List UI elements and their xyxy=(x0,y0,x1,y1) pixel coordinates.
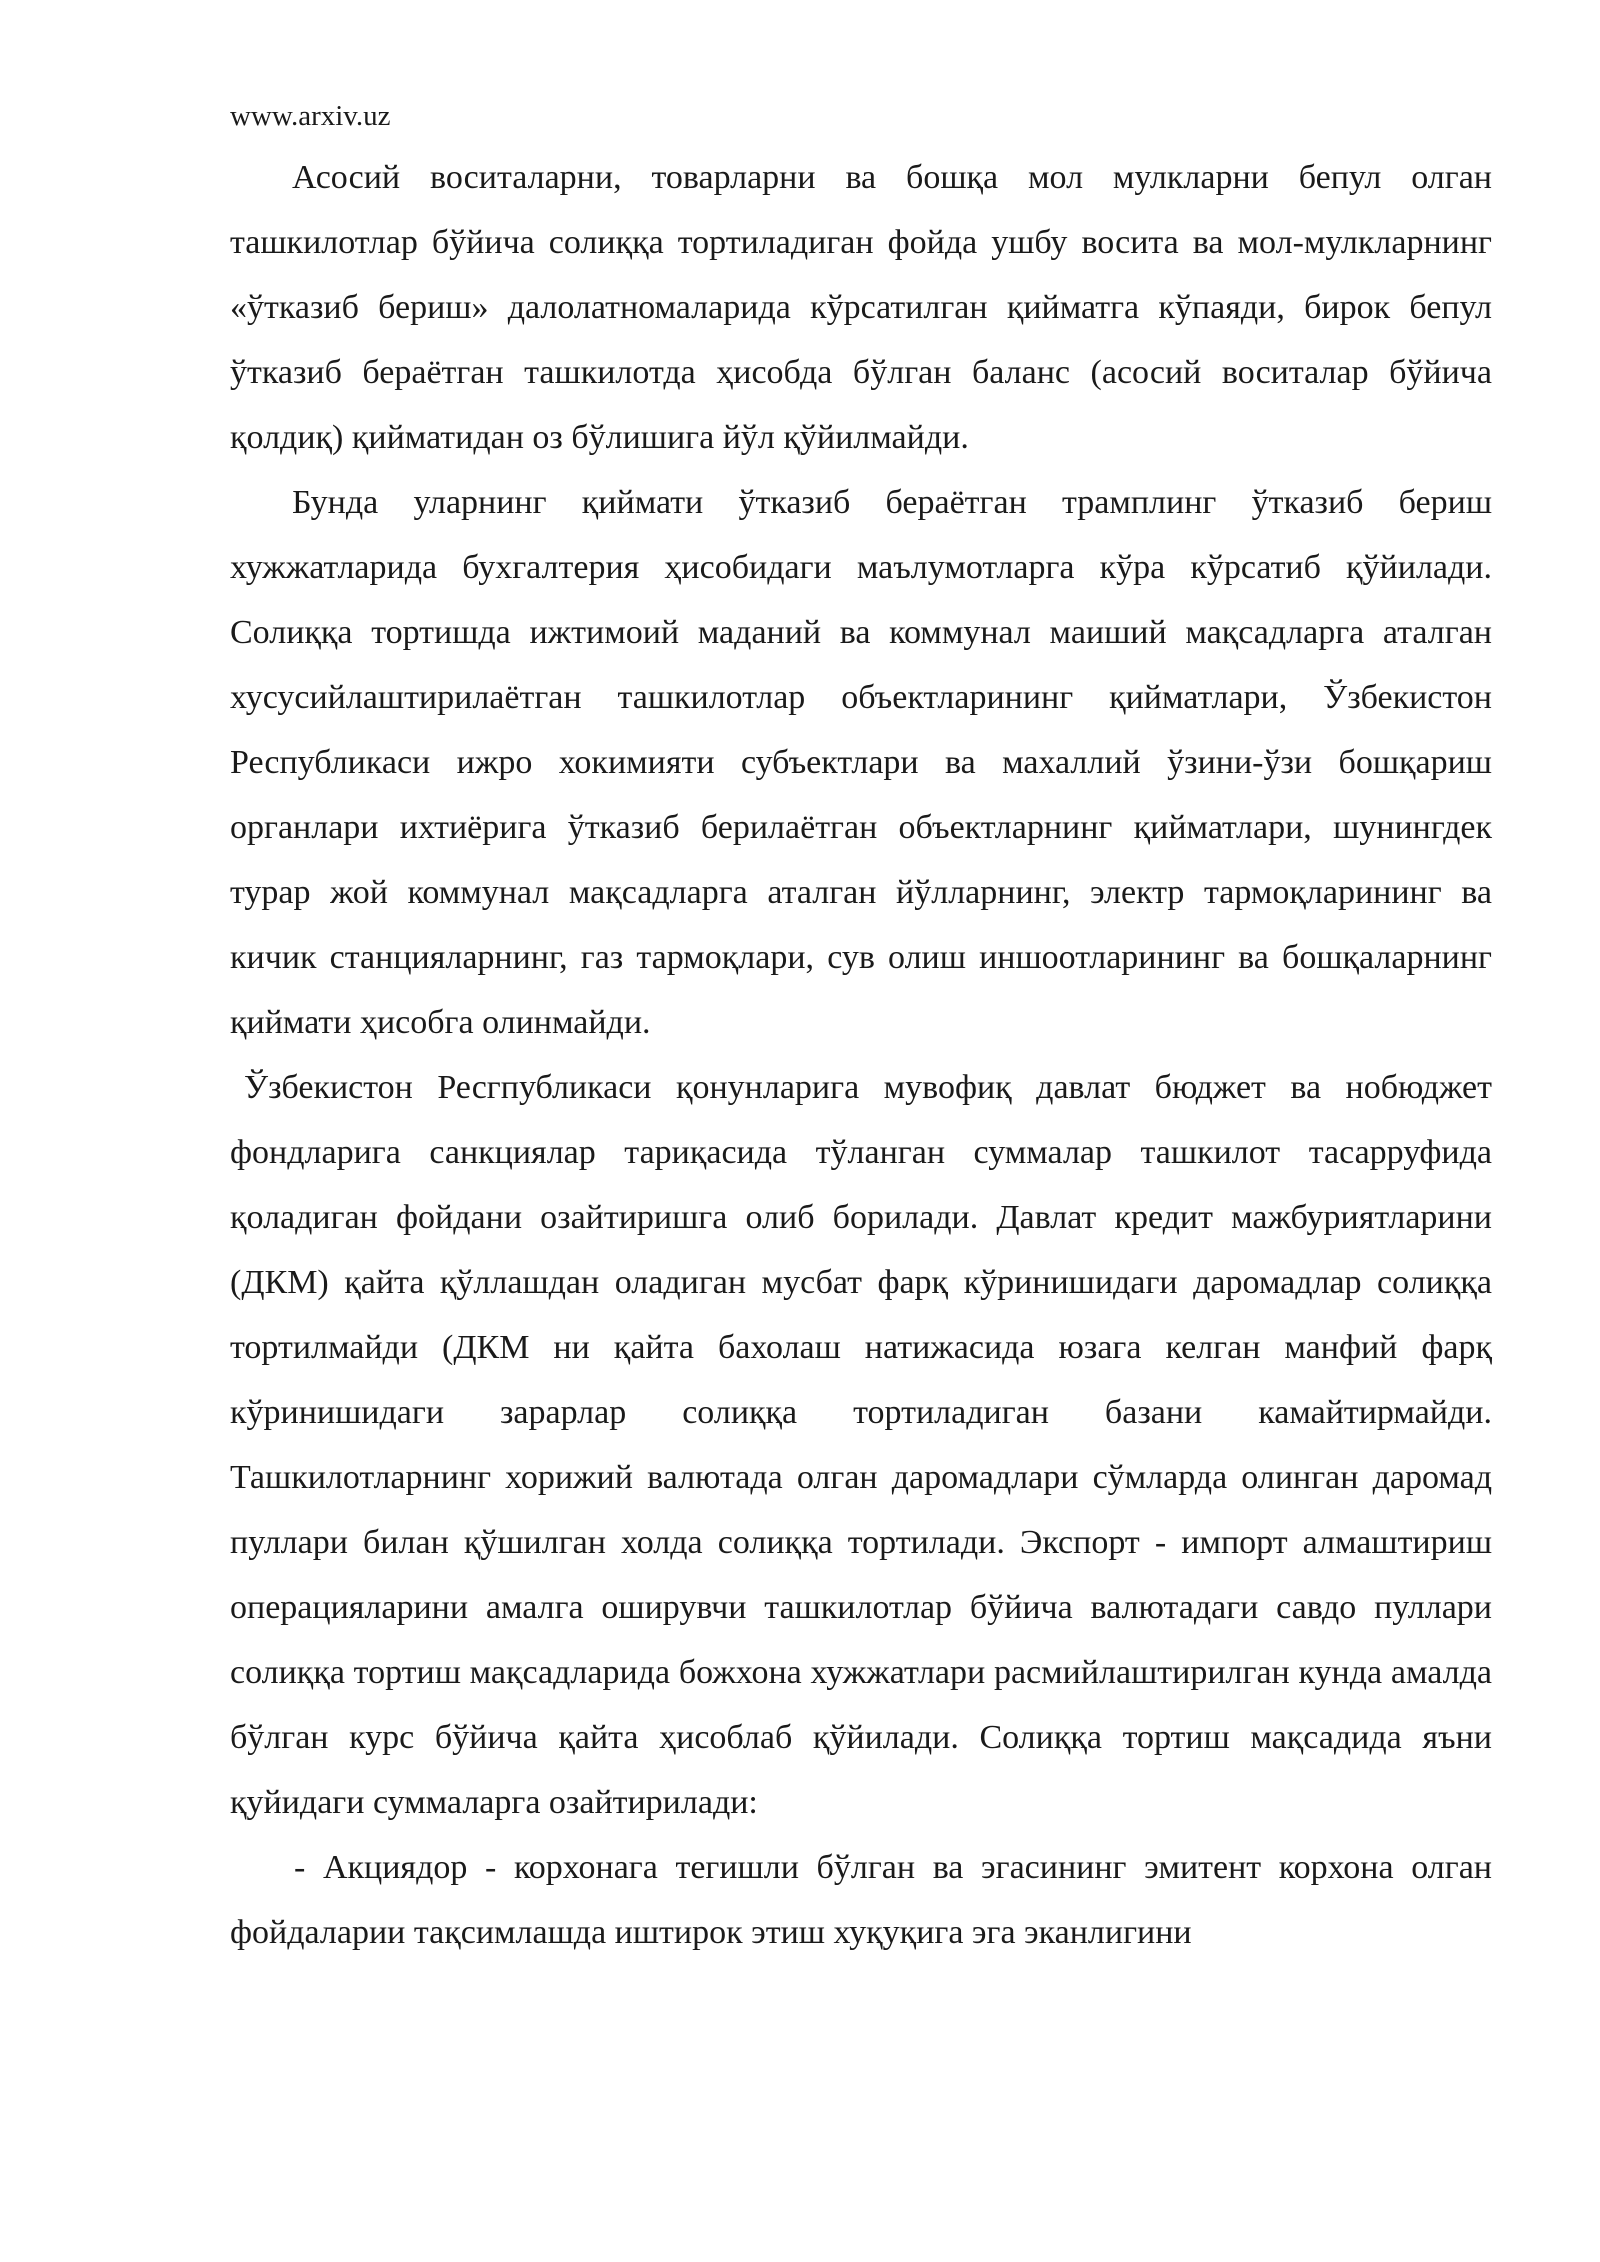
site-header: www.arxiv.uz xyxy=(230,100,391,132)
paragraph-valuation: Бунда уларнинг қиймати ўтказиб бераётган трамплинг ўтказиб бериш хужжатларида бухгалтерия ҳисобидаги маълумотларга кўра кўрсатиб қўйилади. Солиққа тортишда ижтимоий маданий ва коммунал маиший мақсадларга аталган хусусийлаштирилаётган ташкилотлар объектларининг қийматлари, Ўзбекистон Республикаси ижро хокимияти субъектлари ва махаллий ўзини-ўзи бошқариш органлари ихтиёрига ўтказиб берилаётган объектларнинг қийматлари, шунингдек турар жой коммунал мақсадларга аталган йўлларнинг, электр тармоқларининг ва кичик станцияларнинг, газ тармоқлари, сув олиш иншоотларининг ва бошқаларнинг қиймати ҳисобга олинмайди. xyxy=(230,484,1492,1041)
document-body xyxy=(230,145,1492,1965)
paragraph-laws: Ўзбекистон Ресгпубликаси қонунларига мувофиқ давлат бюджет ва нобюджет фондларига санкциялар тариқасида тўланган суммалар ташкилот тасарруфида қоладиган фойдани озайтиришга олиб борилади. Давлат кредит мажбуриятларини (ДКМ) қайта қўллашдан оладиган мусбат фарқ кўринишидаги даромадлар солиққа тортилмайди (ДКМ ни қайта бахолаш натижасида юзага келган манфий фарқ кўринишидаги зарарлар солиққа тортиладиган базани камайтирмайди. Ташкилотларнинг хорижий валютада олган даромадлари сўмларда олинган даромад пуллари билан қўшилган холда солиққа тортилади. Экспорт - импорт алмаштириш операцияларини амалга оширувчи ташкилотлар бўйича валютадаги савдо пуллари солиққа тортиш мақсадларида божхона хужжатлари расмийлаштирилган кунда амалда бўлган курс бўйича қайта ҳисоблаб қўйилади. Солиққа тортиш мақсадида яъни қуйидаги суммаларга озайтирилади: xyxy=(230,1069,1492,1821)
paragraph-fixed-assets: Асосий воситаларни, товарларни ва бошқа мол мулкларни бепул олган ташкилотлар бўйича солиққа тортиладиган фойда ушбу восита ва мол-мулкларнинг «ўтказиб бериш» далолатномаларида кўрсатилган қийматга кўпаяди, бирок бепул ўтказиб бераётган ташкилотда ҳисобда бўлган баланс (асосий воситалар бўйича қолдиқ) қийматидан оз бўлишига йўл қўйилмайди. xyxy=(230,159,1492,456)
paragraph-shareholder: - Акциядор - корхонага тегишли бўлган ва эгасининг эмитент корхона олган фойдаларии тақсимлашда иштирок этиш хуқуқига эга эканлигини xyxy=(230,1849,1492,1951)
